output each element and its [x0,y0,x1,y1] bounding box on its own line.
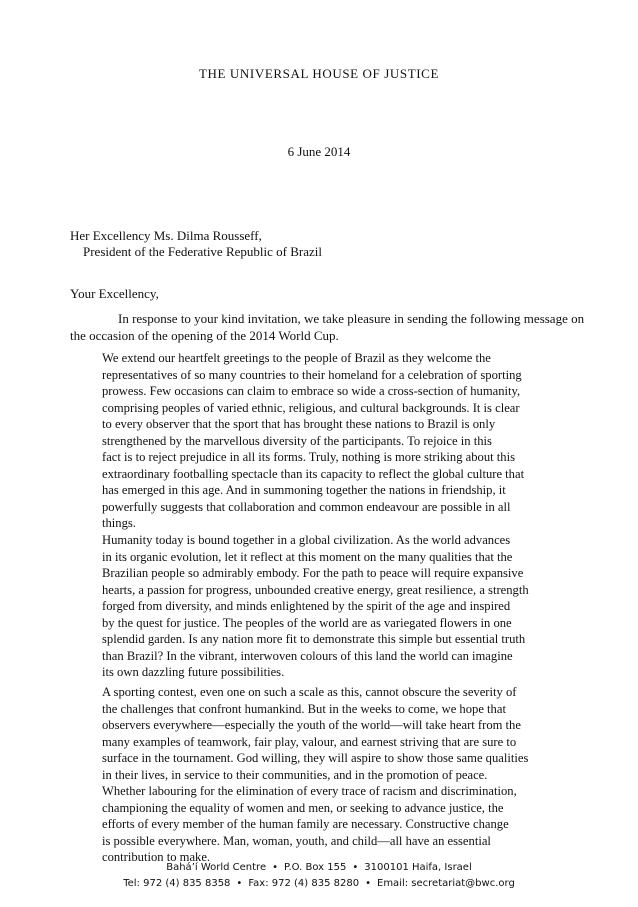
intro-paragraph [70,310,585,344]
letter-footer [0,860,638,892]
salutation: Your Excellency, [70,286,159,301]
footer-email: Email: secretariat@bwc.org [377,878,515,889]
addressee-block [70,228,322,260]
paragraph-line: many examples of teamwork, fair play, valour, and earnest striving that are sure to [102,734,517,749]
bullet-separator: • [365,878,371,889]
paragraph-line: Brazilian people so admirably embody. For the path to peace will require expansive [102,566,524,580]
bullet-separator: • [236,878,243,889]
paragraph-line: comprising peoples of varied ethnic, religious, and cultural backgrounds. It is clear [102,400,520,415]
paragraph-line: We extend our heartfelt greetings to the people of Brazil as they welcome the [102,351,491,365]
paragraph-line: Humanity today is bound together in a global civilization. As the world advances [102,533,511,547]
paragraph-line: the challenges that confront humankind. But in the weeks to come, we hope that [102,701,506,716]
intro-line: In response to your kind invitation, we take pleasure in sending the following message on [118,311,585,326]
paragraph-line: things. [102,516,136,530]
paragraph-line: in its organic evolution, let it reflect at this moment on the many qualities that the [102,549,513,564]
paragraph-line: efforts of every member of the human family are necessary. Constructive change [102,817,509,831]
footer-city: 3100101 Haifa, Israel [364,862,472,873]
paragraph-line: championing the equality of women and men, or seeking to advance justice, the [102,800,504,815]
footer-telephone: Tel: 972 (4) 835 8358 [123,878,231,889]
paragraph-line: strengthened by the marvellous diversity of the participants. To rejoice in this [102,433,492,448]
addressee-name: Her Excellency Ms. Dilma Rousseff, [70,228,262,243]
footer-address-line [0,860,638,876]
paragraph-line: contribution to make. [102,850,211,864]
message-paragraph-1 [102,350,532,532]
bullet-separator: • [272,862,279,873]
paragraph-line: Whether labouring for the elimination of every trace of racism and discrimination, [102,784,517,798]
paragraph-line: fact is to reject prejudice in all its forms. Truly, nothing is more striking about this [102,450,515,464]
footer-po-box: P.O. Box 155 [284,862,347,873]
paragraph-line: observers everywhere—especially the youth of the world—will take heart from the [102,718,521,732]
footer-organization: Bahá’í World Centre [166,862,267,873]
footer-fax: Fax: 972 (4) 835 8280 [248,878,360,889]
paragraph-line: to every observer that the sport that has brought these nations to Brazil is only [102,417,496,431]
letterhead-title: THE UNIVERSAL HOUSE OF JUSTICE [199,66,439,81]
footer-contact-line [0,876,638,892]
paragraph-line: A sporting contest, even one on such a scale as this, cannot obscure the severity of [102,685,517,699]
paragraph-line: prowess. Few occasions can claim to embrace so wide a cross-section of humanity, [102,384,521,398]
paragraph-line: by the quest for justice. The peoples of the world are as variegated flowers in one [102,615,512,630]
paragraph-line: is possible everywhere. Man, woman, youth, and child—all have an essential [102,833,491,848]
bullet-separator: • [352,862,359,873]
paragraph-line: representatives of so many countries to their homeland for a celebration of sporting [102,367,522,382]
paragraph-line: has emerged in this age. And in summoning together the nations in friendship, it [102,483,506,497]
paragraph-line: forged from diversity, and minds enlightened by the spirit of the age and inspired [102,599,511,613]
addressee-title: President of the Federative Republic of Brazil [83,244,322,259]
letter-date: 6 June 2014 [287,144,351,159]
paragraph-line: its own dazzling future possibilities. [102,665,285,679]
paragraph-line: in their lives, in service to their communities, and in the promotion of peace. [102,767,488,782]
intro-line: the occasion of the opening of the 2014 World Cup. [70,328,339,343]
paragraph-line: surface in the tournament. God willing, they will aspire to show those same qualities [102,751,529,765]
paragraph-line: powerfully suggests that collaboration and common endeavour are possible in all [102,499,511,514]
paragraph-line: than Brazil? In the vibrant, interwoven colours of this land the world can imagine [102,648,513,663]
paragraph-line: extraordinary footballing spectacle than its capacity to reflect the global culture that [102,466,525,481]
paragraph-line: splendid garden. Is any nation more fit to demonstrate this simple but essential truth [102,632,526,646]
message-paragraph-2 [102,532,532,681]
message-paragraph-3 [102,684,532,866]
paragraph-line: hearts, a passion for progress, unbounded creative energy, great resilience, a strength [102,582,529,597]
